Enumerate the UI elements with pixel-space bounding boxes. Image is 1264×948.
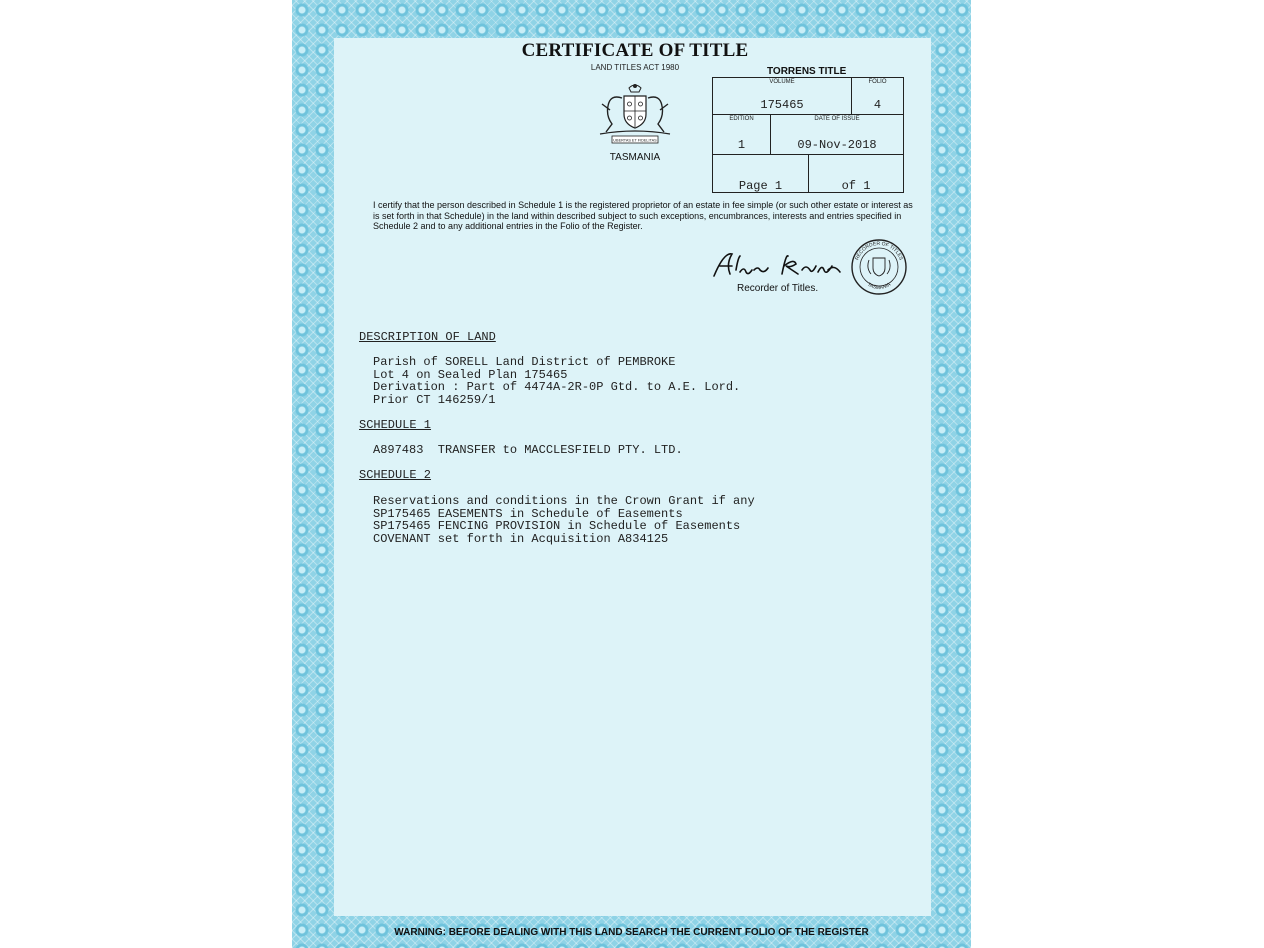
act-subtitle: LAND TITLES ACT 1980 bbox=[590, 63, 680, 72]
schedule-2-line: SP175465 FENCING PROVISION in Schedule of Easements bbox=[373, 519, 741, 533]
certificate-title: CERTIFICATE OF TITLE bbox=[521, 40, 749, 61]
schedule-2-line: SP175465 EASEMENTS in Schedule of Easements bbox=[373, 506, 683, 521]
certification-statement: I certify that the person described in Schedule 1 is the registered proprietor of an estate in fee simple (or such other estate or interest as is set forth in that Schedule) in the land within described subject to such exceptions, encumbrances, interests and entries specified in Schedule 2 and to any additional entries in the Folio of the Register. bbox=[373, 200, 913, 231]
edition-label: EDITION bbox=[729, 116, 754, 122]
edition-cell bbox=[713, 115, 771, 155]
date-of-issue-cell bbox=[771, 115, 903, 155]
description-of-land-heading: DESCRIPTION OF LAND bbox=[359, 330, 496, 344]
volume-value: 175465 bbox=[760, 98, 804, 112]
coat-of-arms-emblem bbox=[592, 82, 678, 148]
schedule-2-line: Reservations and conditions in the Crown Grant if any bbox=[373, 494, 755, 508]
description-line: Derivation : Part of 4474A-2R-0P Gtd. to A.E. Lord. bbox=[373, 380, 741, 394]
seal-top-text: RECORDER OF TITLES bbox=[854, 240, 904, 262]
recorder-of-titles-label: Recorder of Titles. bbox=[737, 283, 819, 294]
torrens-title-heading: TORRENS TITLE bbox=[767, 66, 847, 77]
volume-cell bbox=[713, 78, 852, 115]
folio-cell bbox=[852, 78, 903, 115]
page-cell bbox=[713, 155, 809, 192]
coat-of-arms-motto: UBERTAS ET FIDELITAS bbox=[613, 138, 657, 143]
date-of-issue-label: DATE OF ISSUE bbox=[814, 116, 860, 122]
edition-value: 1 bbox=[737, 138, 746, 152]
volume-label: VOLUME bbox=[769, 79, 795, 85]
warning-footer: WARNING: BEFORE DEALING WITH THIS LAND SEARCH THE CURRENT FOLIO OF THE REGISTER bbox=[394, 927, 869, 938]
recorder-seal-icon bbox=[850, 238, 908, 296]
page-number: Page 1 bbox=[738, 179, 783, 193]
date-of-issue-value: 09-Nov-2018 bbox=[797, 138, 877, 152]
description-line: Parish of SORELL Land District of PEMBROKE bbox=[373, 355, 676, 369]
schedule-2-line: COVENANT set forth in Acquisition A834125 bbox=[373, 531, 669, 546]
page-total-cell bbox=[809, 155, 903, 192]
schedule-2-heading: SCHEDULE 2 bbox=[359, 468, 432, 482]
title-reference-box bbox=[712, 77, 904, 193]
tasmania-label: TASMANIA bbox=[609, 152, 661, 163]
recorder-signature bbox=[710, 250, 846, 280]
description-line: Prior CT 146259/1 bbox=[373, 392, 496, 407]
folio-value: 4 bbox=[873, 98, 882, 112]
svg-text:TASMANIA bbox=[866, 281, 892, 291]
schedule-1-heading: SCHEDULE 1 bbox=[359, 418, 432, 432]
seal-bottom-text: TASMANIA bbox=[866, 281, 892, 292]
folio-label: FOLIO bbox=[868, 79, 887, 85]
certificate-document bbox=[292, 0, 971, 948]
schedule-1-line: A897483 TRANSFER to MACCLESFIELD PTY. LTD. bbox=[373, 443, 683, 457]
description-line: Lot 4 on Sealed Plan 175465 bbox=[373, 367, 568, 382]
page-total: of 1 bbox=[841, 179, 871, 193]
